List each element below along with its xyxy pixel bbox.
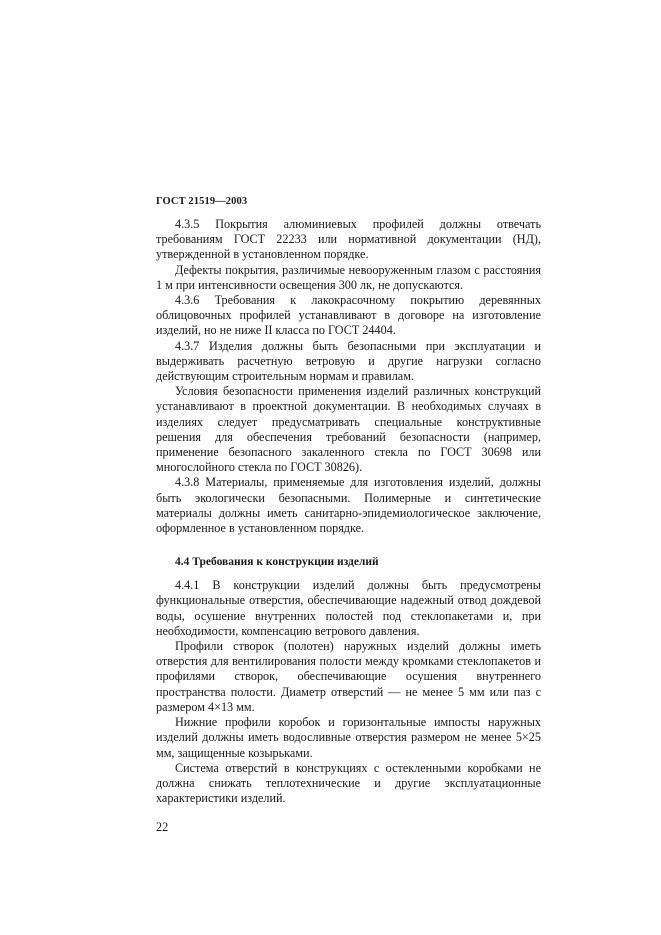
paragraph-hole-system: Система отверстий в конструкциях с остекленными коробками не должна снижать теплотехнические и другие эксплуатационные характеристики изделий.: [156, 760, 541, 806]
paragraph-4-3-7: 4.3.7 Изделия должны быть безопасными при эксплуатации и выдерживать расчетную ветровую и другие нагрузки согласно действующим строительным нормам и правилам.: [156, 338, 541, 384]
paragraph-sash-profiles: Профили створок (полотен) наружных изделий должны иметь отверстия для вентилирования полости между кромками стеклопакетов и профилями створок, обеспечивающие осушения внутреннего пространства полости. Диаметр отверстий — не менее 5 мм или паз с размером 4×13 мм.: [156, 639, 541, 714]
paragraph-4-3-6: 4.3.6 Требования к лакокрасочному покрытию деревянных облицовочных профилей устанавливают в договоре на изготовление изделий, но не ниже II класса по ГОСТ 24404.: [156, 293, 541, 338]
section-title-4-4: 4.4 Требования к конструкции изделий: [175, 556, 379, 569]
paragraph-safety-conditions: Условия безопасности применения изделий различных конструкций устанавливают в проектной документации. В необходимых случаях в изделиях следует предусматривать специальные конструктивные решения для обеспечения требований безопасности (например, применение безопасного закаленного стекла по ГОСТ 30698 или многослойного стекла по ГОСТ 30826).: [156, 384, 541, 475]
paragraph-4-4-1: 4.4.1 В конструкции изделий должны быть предусмотрены функциональные отверстия, обеспечивающие надежный отвод дождевой воды, осушение внутренних полостей под стеклопакетами и, при необходимости, компенсацию ветрового давления.: [156, 578, 541, 638]
document-header: ГОСТ 21519—2003: [156, 196, 248, 207]
paragraph-bottom-profiles: Нижние профили коробок и горизонтальные импосты наружных изделий должны иметь водосливные отверстия размером не менее 5×25 мм, защищенные козырьками.: [156, 715, 541, 760]
paragraph-4-3-8: 4.3.8 Материалы, применяемые для изготовления изделий, должны быть экологически безопасными. Полимерные и синтетические материалы должны иметь санитарно-эпидемиологическое заключение, оформленное в установленном порядке.: [156, 475, 541, 536]
paragraph-coating-defects: Дефекты покрытия, различимые невооруженным глазом с расстояния 1 м при интенсивности освещения 300 лк, не допускаются.: [156, 262, 541, 292]
page-number: 22: [156, 820, 169, 835]
paragraph-4-3-5: 4.3.5 Покрытия алюминиевых профилей должны отвечать требованиям ГОСТ 22233 или нормативной документации (НД), утвержденной в установленном порядке.: [156, 217, 541, 262]
document-page: [156, 196, 541, 835]
